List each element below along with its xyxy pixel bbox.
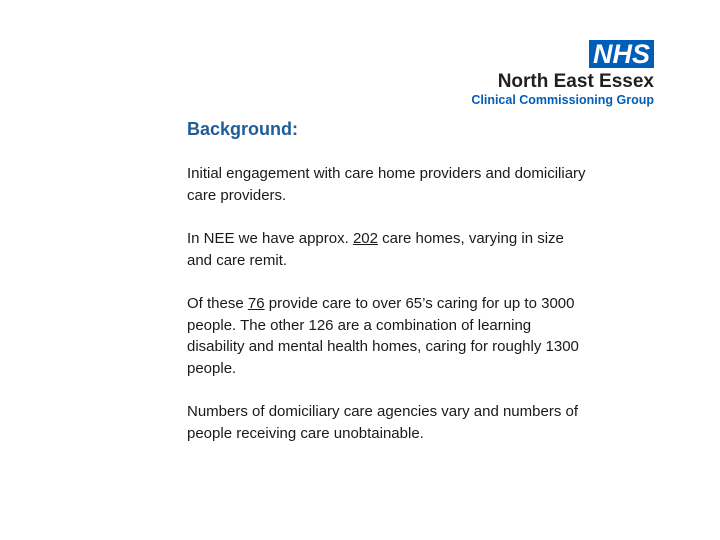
over-65-home-count: 76 <box>247 295 265 312</box>
org-subtitle: Clinical Commissioning Group <box>471 93 654 107</box>
paragraph-engagement: Initial engagement with care home providers and domiciliary care providers. <box>187 165 586 204</box>
text-fragment: care homes, varying in size and care remit. <box>187 230 564 269</box>
paragraph-domiciliary: Numbers of domiciliary care agencies vary and numbers of people receiving care unobtainable. <box>187 403 579 442</box>
text-fragment: In NEE we have approx. <box>187 230 353 247</box>
paragraph-care-homes <box>187 228 587 271</box>
paragraph-over-65 <box>187 293 587 379</box>
slide-content <box>187 117 587 466</box>
org-name: North East Essex <box>497 71 654 92</box>
slide-heading: Background: <box>187 119 299 139</box>
text-fragment: provide care to over 65’s caring for up to 3000 people. The other 126 are a combination of learning disability and mental health homes, caring for roughly 1300 people. <box>187 295 579 377</box>
nhs-badge: NHS <box>589 40 654 68</box>
text-fragment: Of these <box>187 295 248 312</box>
care-home-count: 202 <box>352 230 378 247</box>
nhs-logo <box>471 40 654 107</box>
